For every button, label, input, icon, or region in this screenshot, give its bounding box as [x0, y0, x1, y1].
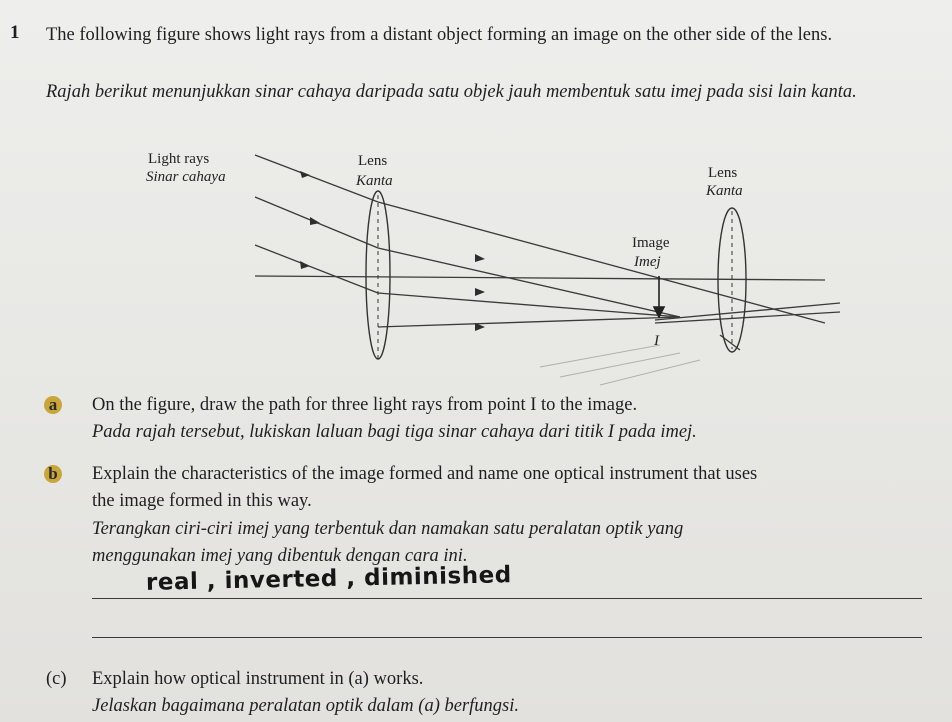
part-a-text-ms: Pada rajah tersebut, lukiskan laluan bagi tiga sinar cahaya dari titik I pada imej. [92, 422, 697, 442]
ray-3 [255, 245, 378, 293]
label-image-ms: Imej [634, 254, 661, 270]
part-b-text-en-1: Explain the characteristics of the image formed and name one optical instrument that uses [92, 464, 758, 484]
label-lens2-en: Lens [708, 165, 738, 181]
part-b-text-ms-1: Terangkan ciri-ciri imej yang terbentuk dan namakan satu peralatan optik yang [92, 519, 684, 539]
question-number: 1 [10, 22, 20, 43]
handwritten-answer: real , inverted , diminished [145, 562, 512, 596]
part-c-label: (c) [46, 669, 67, 689]
part-b-text-ms-2: menggunakan imej yang dibentuk dengan cara ini. [92, 546, 468, 566]
question-stem-ms: Rajah berikut menunjukkan sinar cahaya daripada satu objek jauh membentuk satu imej pada sisi lain kanta. [46, 82, 857, 102]
part-b-text-en-2: the image formed in this way. [92, 491, 312, 511]
part-b-label: b [44, 465, 62, 483]
ray-4-refracted [378, 317, 680, 327]
arrow-5 [475, 288, 485, 296]
arrow-3 [300, 261, 310, 269]
part-c-text-ms: Jelaskan bagaimana peralatan optik dalam (a) berfungsi. [92, 696, 519, 716]
label-lens2-ms: Kanta [706, 183, 743, 199]
ray-3-refracted [378, 293, 680, 317]
label-point-i: I [654, 333, 659, 349]
label-light-rays-en: Light rays [148, 151, 210, 167]
ray-diagram [140, 145, 860, 390]
answer-line-1[interactable] [92, 598, 922, 599]
pencil-shading [540, 345, 700, 385]
part-a-label: a [44, 396, 62, 414]
ray-1-refracted [378, 202, 825, 323]
label-lens1-ms: Kanta [356, 173, 393, 189]
incident-rays [255, 155, 840, 350]
label-light-rays-ms: Sinar cahaya [146, 169, 226, 185]
part-a-text-en: On the figure, draw the path for three light rays from point I to the image. [92, 395, 638, 415]
arrow-4 [475, 254, 485, 262]
answer-line-2[interactable] [92, 637, 922, 638]
label-lens1-en: Lens [358, 153, 388, 169]
image-arrow [654, 276, 664, 317]
lens-1 [366, 191, 390, 359]
arrow-1 [300, 171, 310, 178]
question-stem-en: The following figure shows light rays from a distant object forming an image on the other side of the lens. [46, 25, 833, 45]
label-image-en: Image [632, 235, 670, 251]
part-c-text-en: Explain how optical instrument in (a) works. [92, 669, 424, 689]
